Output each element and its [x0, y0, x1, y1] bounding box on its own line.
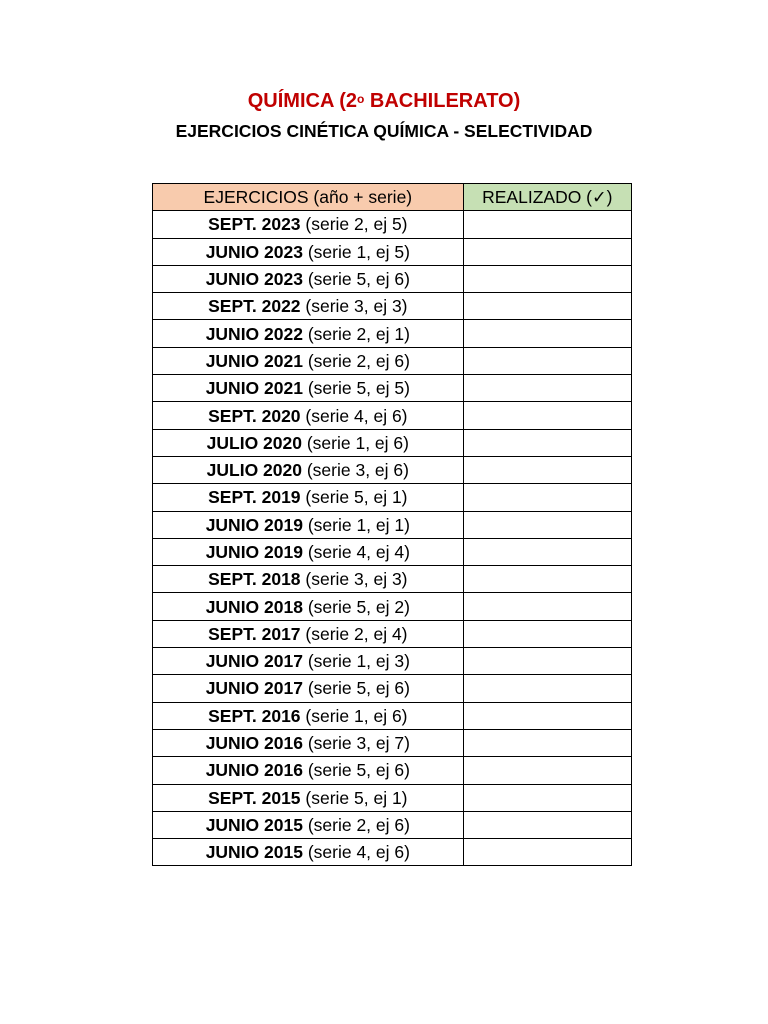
table-row — [153, 511, 632, 538]
exercise-cell — [153, 811, 464, 838]
exercise-detail: (serie 1, ej 6) — [301, 432, 409, 453]
title-rest: BACHILERATO) — [364, 90, 521, 112]
exercise-date: JUNIO 2023 — [205, 269, 303, 290]
exercise-date: JUNIO 2019 — [205, 514, 303, 535]
exercise-detail: (serie 2, ej 6) — [302, 814, 410, 835]
exercise-cell — [153, 484, 464, 511]
title-main: QUÍMICA (2 — [247, 90, 357, 112]
done-checkbox-cell[interactable] — [463, 375, 631, 402]
exercise-cell — [153, 375, 464, 402]
exercise-cell — [153, 729, 464, 756]
exercise-date: JUNIO 2021 — [205, 350, 303, 371]
exercise-detail: (serie 2, ej 4) — [300, 623, 408, 644]
table-row — [153, 347, 632, 374]
exercise-detail: (serie 2, ej 6) — [302, 350, 410, 371]
exercise-cell — [153, 675, 464, 702]
table-row — [153, 620, 632, 647]
table-row — [153, 757, 632, 784]
exercise-date: JUNIO 2019 — [205, 542, 303, 562]
exercise-detail: (serie 3, ej 3) — [300, 569, 408, 590]
exercise-detail: (serie 5, ej 6) — [302, 678, 410, 699]
done-checkbox-cell[interactable] — [463, 402, 631, 429]
table-row — [153, 320, 632, 347]
exercise-date: JUNIO 2017 — [205, 651, 303, 672]
exercise-detail: (serie 5, ej 5) — [302, 378, 410, 399]
done-checkbox-cell[interactable] — [463, 293, 631, 320]
exercise-detail: (serie 4, ej 6) — [300, 405, 408, 426]
exercise-cell — [153, 839, 464, 866]
table-row — [153, 293, 632, 320]
table-row — [153, 593, 632, 620]
exercise-date: JUNIO 2017 — [205, 678, 303, 699]
exercise-date: JUNIO 2021 — [205, 378, 303, 399]
table-row — [153, 211, 632, 238]
done-checkbox-cell[interactable] — [463, 347, 631, 374]
table-row — [153, 566, 632, 593]
exercise-detail: (serie 4, ej 4) — [302, 542, 410, 562]
done-checkbox-cell[interactable] — [463, 511, 631, 538]
exercise-cell — [153, 265, 464, 292]
done-checkbox-cell[interactable] — [463, 484, 631, 511]
exercise-cell — [153, 511, 464, 538]
exercise-detail: (serie 1, ej 5) — [302, 241, 410, 262]
exercise-date: JULIO 2020 — [206, 460, 302, 481]
exercise-cell — [153, 320, 464, 347]
exercise-date: JULIO 2020 — [206, 432, 302, 453]
exercise-cell — [153, 211, 464, 238]
exercise-detail: (serie 5, ej 1) — [300, 487, 408, 508]
exercise-cell — [153, 702, 464, 729]
table-row — [153, 784, 632, 811]
exercise-date: JUNIO 2016 — [205, 733, 303, 754]
exercise-date: JUNIO 2022 — [205, 323, 303, 344]
table-row — [153, 675, 632, 702]
done-checkbox-cell[interactable] — [463, 538, 631, 565]
exercise-cell — [153, 347, 464, 374]
exercise-cell — [153, 402, 464, 429]
table-row — [153, 538, 632, 565]
exercise-detail: (serie 3, ej 6) — [301, 460, 409, 481]
done-checkbox-cell[interactable] — [463, 702, 631, 729]
done-checkbox-cell[interactable] — [463, 211, 631, 238]
title-superscript: o — [357, 92, 365, 106]
exercise-cell — [153, 784, 464, 811]
exercise-cell — [153, 566, 464, 593]
exercise-detail: (serie 5, ej 6) — [302, 760, 410, 781]
table-row — [153, 375, 632, 402]
done-checkbox-cell[interactable] — [463, 429, 631, 456]
header-exercises: EJERCICIOS (año + serie) — [153, 184, 464, 211]
exercise-date: SEPT. 2022 — [208, 296, 301, 317]
exercise-cell — [153, 293, 464, 320]
exercise-cell — [153, 429, 464, 456]
done-checkbox-cell[interactable] — [463, 620, 631, 647]
table-row — [153, 456, 632, 483]
exercise-date: JUNIO 2015 — [205, 814, 303, 835]
done-checkbox-cell[interactable] — [463, 593, 631, 620]
table-row — [153, 484, 632, 511]
exercise-detail: (serie 1, ej 3) — [302, 651, 410, 672]
done-checkbox-cell[interactable] — [463, 648, 631, 675]
exercise-cell — [153, 456, 464, 483]
exercise-detail: (serie 3, ej 7) — [302, 733, 410, 754]
exercise-date: JUNIO 2023 — [205, 241, 303, 262]
exercise-date: JUNIO 2016 — [205, 760, 303, 781]
exercise-cell — [153, 757, 464, 784]
table-row — [153, 648, 632, 675]
exercise-detail: (serie 1, ej 1) — [302, 514, 410, 535]
table-row — [153, 702, 632, 729]
done-checkbox-cell[interactable] — [463, 757, 631, 784]
exercise-detail: (serie 3, ej 3) — [300, 296, 408, 317]
exercise-date: SEPT. 2016 — [208, 705, 301, 726]
done-checkbox-cell[interactable] — [463, 675, 631, 702]
exercise-date: JUNIO 2018 — [205, 596, 303, 617]
exercise-date: SEPT. 2018 — [208, 569, 301, 590]
exercise-detail: (serie 5, ej 6) — [302, 269, 410, 290]
done-checkbox-cell[interactable] — [463, 729, 631, 756]
page-title — [0, 88, 768, 114]
exercise-date: SEPT. 2023 — [208, 214, 301, 235]
exercise-cell — [153, 538, 464, 565]
exercise-detail: (serie 4, ej 6) — [302, 842, 410, 863]
done-checkbox-cell[interactable] — [463, 566, 631, 593]
exercise-cell — [153, 238, 464, 265]
exercise-cell — [153, 648, 464, 675]
exercises-table — [152, 183, 632, 866]
table-row — [153, 402, 632, 429]
table-row — [153, 429, 632, 456]
exercise-detail: (serie 1, ej 6) — [300, 705, 408, 726]
done-checkbox-cell[interactable] — [463, 811, 631, 838]
exercise-detail: (serie 5, ej 1) — [300, 787, 408, 808]
exercise-date: SEPT. 2020 — [208, 405, 301, 426]
exercise-detail: (serie 5, ej 2) — [302, 596, 410, 617]
done-checkbox-cell[interactable] — [463, 320, 631, 347]
table-row — [153, 811, 632, 838]
exercise-date: SEPT. 2019 — [208, 487, 301, 508]
done-checkbox-cell[interactable] — [463, 784, 631, 811]
exercise-detail: (serie 2, ej 5) — [300, 214, 408, 235]
done-checkbox-cell[interactable] — [463, 839, 631, 866]
table-row — [153, 238, 632, 265]
page-subtitle: EJERCICIOS CINÉTICA QUÍMICA - SELECTIVIDAD — [175, 121, 593, 141]
exercise-date: JUNIO 2015 — [205, 842, 303, 863]
exercise-detail: (serie 2, ej 1) — [302, 323, 410, 344]
exercise-cell — [153, 593, 464, 620]
done-checkbox-cell[interactable] — [463, 265, 631, 292]
done-checkbox-cell[interactable] — [463, 456, 631, 483]
exercise-cell — [153, 620, 464, 647]
table-row — [153, 729, 632, 756]
exercise-date: SEPT. 2017 — [208, 623, 301, 644]
exercise-date: SEPT. 2015 — [208, 787, 301, 808]
header-done: REALIZADO (✓) — [463, 184, 631, 211]
done-checkbox-cell[interactable] — [463, 238, 631, 265]
table-row — [153, 839, 632, 866]
table-header-row — [153, 184, 632, 211]
table-row — [153, 265, 632, 292]
